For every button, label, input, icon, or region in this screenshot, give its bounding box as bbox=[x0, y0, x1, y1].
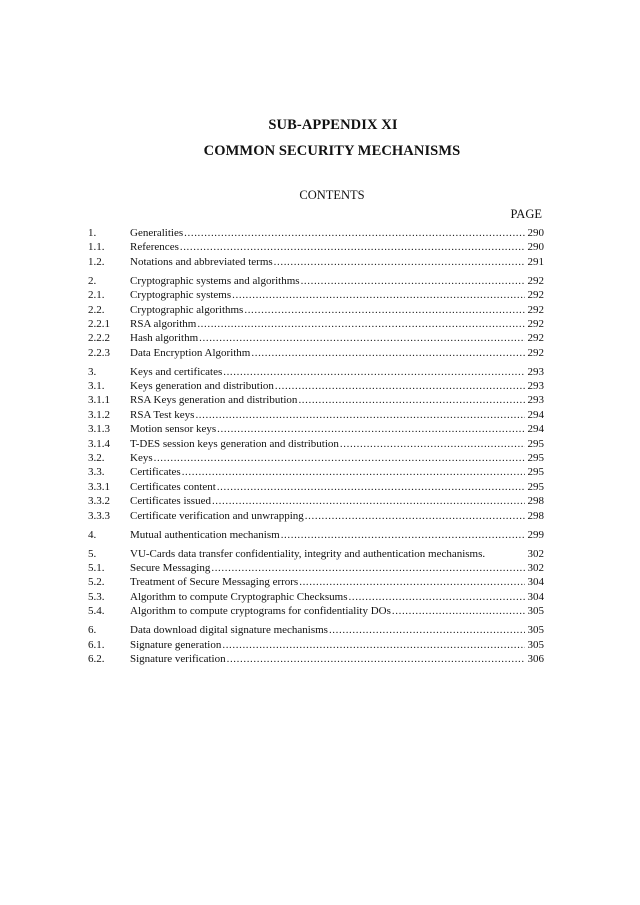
toc-entry-page-number: 292 bbox=[527, 274, 544, 287]
toc-dot-leader bbox=[244, 303, 525, 317]
toc-entry-title: Keys bbox=[130, 452, 153, 465]
toc-entry[interactable] bbox=[88, 240, 544, 254]
toc-entry-title: Certificate verification and unwrapping bbox=[130, 509, 304, 522]
toc-entry-number: 3.3.1 bbox=[88, 480, 110, 493]
toc-dot-leader bbox=[274, 255, 525, 269]
toc-entry-page-number: 292 bbox=[527, 332, 544, 345]
toc-dot-leader bbox=[195, 408, 525, 422]
toc-entry-title: Cryptographic systems bbox=[130, 289, 232, 302]
toc-entry-page-number: 292 bbox=[527, 346, 544, 359]
toc-entry-title: Treatment of Secure Messaging errors bbox=[130, 576, 299, 589]
toc-entry[interactable] bbox=[88, 255, 544, 269]
table-of-contents bbox=[88, 226, 544, 666]
toc-entry[interactable] bbox=[88, 547, 544, 561]
toc-entry[interactable] bbox=[88, 303, 544, 317]
toc-entry[interactable] bbox=[88, 365, 544, 379]
toc-entry[interactable] bbox=[88, 623, 544, 637]
toc-dot-leader bbox=[211, 561, 525, 575]
toc-entry[interactable] bbox=[88, 638, 544, 652]
toc-dot-leader bbox=[251, 346, 525, 360]
toc-entry-number: 3.2. bbox=[88, 452, 105, 465]
toc-dot-leader bbox=[227, 652, 525, 666]
toc-entry-page-number: 298 bbox=[527, 509, 544, 522]
toc-entry-number: 6. bbox=[88, 624, 97, 637]
toc-entry-title: Keys and certificates bbox=[130, 365, 223, 378]
toc-entry-number: 3.1.3 bbox=[88, 423, 110, 436]
toc-entry[interactable] bbox=[88, 604, 544, 618]
toc-entry-page-number: 295 bbox=[527, 452, 544, 465]
toc-entry-title: Algorithm to compute Cryptographic Checksums bbox=[130, 590, 348, 603]
toc-entry-title: Certificates content bbox=[130, 480, 216, 493]
toc-dot-leader bbox=[392, 604, 525, 618]
toc-entry-number: 4. bbox=[88, 528, 97, 541]
toc-entry-title: Certificates bbox=[130, 466, 181, 479]
toc-dot-leader bbox=[197, 317, 525, 331]
toc-entry-title: Signature verification bbox=[130, 652, 226, 665]
toc-entry[interactable] bbox=[88, 379, 544, 393]
toc-entry-title: Cryptographic algorithms bbox=[130, 303, 244, 316]
toc-dot-leader bbox=[329, 623, 525, 637]
toc-entry-number: 5.2. bbox=[88, 576, 105, 589]
toc-entry-title: Keys generation and distribution bbox=[130, 380, 274, 393]
toc-entry-number: 2. bbox=[88, 274, 97, 287]
toc-entry-page-number: 292 bbox=[527, 289, 544, 302]
toc-dot-leader bbox=[217, 480, 525, 494]
toc-entry-number: 1.2. bbox=[88, 255, 105, 268]
toc-entry-page-number: 302 bbox=[527, 547, 544, 560]
toc-entry[interactable] bbox=[88, 226, 544, 240]
toc-entry[interactable] bbox=[88, 422, 544, 436]
toc-entry-title: Notations and abbreviated terms bbox=[130, 255, 273, 268]
toc-entry-number: 3.1.4 bbox=[88, 437, 110, 450]
toc-dot-leader bbox=[305, 509, 525, 523]
toc-entry-title: Hash algorithm bbox=[130, 332, 199, 345]
toc-dot-leader bbox=[182, 465, 525, 479]
toc-entry-page-number: 302 bbox=[527, 561, 544, 574]
toc-entry-page-number: 294 bbox=[527, 408, 544, 421]
toc-dot-leader bbox=[184, 226, 525, 240]
toc-entry-number: 3.1. bbox=[88, 380, 105, 393]
toc-entry[interactable] bbox=[88, 346, 544, 360]
toc-entry-title: Secure Messaging bbox=[130, 561, 211, 574]
toc-entry-title: Generalities bbox=[130, 227, 184, 239]
toc-entry-page-number: 291 bbox=[527, 255, 544, 268]
toc-dot-leader bbox=[212, 494, 525, 508]
toc-entry[interactable] bbox=[88, 317, 544, 331]
toc-entry-number: 3.3.3 bbox=[88, 509, 110, 522]
toc-entry-title: Motion sensor keys bbox=[130, 423, 217, 436]
toc-entry-number: 3.3.2 bbox=[88, 495, 110, 508]
toc-entry-page-number: 295 bbox=[527, 466, 544, 479]
toc-entry-page-number: 290 bbox=[527, 241, 544, 254]
toc-dot-leader bbox=[301, 274, 525, 288]
toc-entry-number: 3.3. bbox=[88, 466, 105, 479]
toc-entry-title: Data download digital signature mechanisms bbox=[130, 624, 328, 637]
toc-entry-title: T-DES session keys generation and distribution bbox=[130, 437, 339, 450]
toc-dot-leader bbox=[281, 528, 525, 542]
toc-entry[interactable] bbox=[88, 494, 544, 508]
toc-entry[interactable] bbox=[88, 274, 544, 288]
toc-dot-leader bbox=[199, 331, 525, 345]
toc-entry-page-number: 304 bbox=[527, 576, 544, 589]
toc-entry[interactable] bbox=[88, 575, 544, 589]
toc-entry-title: RSA Test keys bbox=[130, 408, 195, 421]
toc-entry-page-number: 295 bbox=[527, 437, 544, 450]
toc-entry[interactable] bbox=[88, 480, 544, 494]
toc-entry-title: Mutual authentication mechanism bbox=[130, 528, 280, 541]
toc-entry-page-number: 295 bbox=[527, 480, 544, 493]
appendix-title: SUB-APPENDIX XI bbox=[268, 117, 398, 133]
toc-entry-title: VU-Cards data transfer confidentiality, integrity and authentication mechanisms. bbox=[130, 547, 486, 560]
toc-entry[interactable] bbox=[88, 393, 544, 407]
toc-dot-leader bbox=[222, 638, 525, 652]
toc-entry-number: 1.1. bbox=[88, 241, 105, 254]
toc-entry[interactable] bbox=[88, 465, 544, 479]
toc-dot-leader bbox=[298, 393, 525, 407]
toc-entry-page-number: 298 bbox=[527, 495, 544, 508]
toc-entry-number: 2.1. bbox=[88, 289, 105, 302]
toc-entry-number: 3. bbox=[88, 365, 97, 378]
toc-entry[interactable] bbox=[88, 509, 544, 523]
toc-dot-leader bbox=[299, 575, 525, 589]
toc-dot-leader bbox=[275, 379, 525, 393]
toc-entry[interactable] bbox=[88, 331, 544, 345]
toc-entry-page-number: 290 bbox=[527, 227, 544, 239]
toc-entry-page-number: 305 bbox=[527, 638, 544, 651]
toc-entry-number: 2.2.2 bbox=[88, 332, 110, 345]
toc-entry-page-number: 305 bbox=[527, 605, 544, 618]
toc-dot-leader bbox=[349, 590, 525, 604]
contents-heading: CONTENTS bbox=[299, 188, 365, 202]
toc-dot-leader bbox=[217, 422, 525, 436]
toc-entry-number: 6.2. bbox=[88, 652, 105, 665]
toc-dot-leader bbox=[154, 451, 525, 465]
toc-entry-number: 5.4. bbox=[88, 605, 105, 618]
toc-entry-title: Cryptographic systems and algorithms bbox=[130, 274, 300, 287]
toc-entry-page-number: 293 bbox=[527, 365, 544, 378]
toc-entry[interactable] bbox=[88, 451, 544, 465]
toc-dot-leader bbox=[340, 437, 525, 451]
toc-entry-page-number: 294 bbox=[527, 423, 544, 436]
toc-entry-number: 3.1.1 bbox=[88, 394, 110, 407]
appendix-subtitle: COMMON SECURITY MECHANISMS bbox=[203, 143, 461, 159]
toc-entry-title: RSA Keys generation and distribution bbox=[130, 394, 298, 407]
toc-dot-leader bbox=[223, 365, 525, 379]
toc-entry-page-number: 292 bbox=[527, 303, 544, 316]
toc-entry-page-number: 293 bbox=[527, 380, 544, 393]
toc-dot-leader bbox=[232, 288, 525, 302]
toc-entry-number: 5.1. bbox=[88, 561, 105, 574]
toc-entry-number: 5. bbox=[88, 547, 97, 560]
toc-entry-title: References bbox=[130, 241, 179, 254]
toc-entry-page-number: 304 bbox=[527, 590, 544, 603]
toc-entry-title: RSA algorithm bbox=[130, 317, 197, 330]
toc-entry-title: Signature generation bbox=[130, 638, 222, 651]
toc-entry[interactable] bbox=[88, 528, 544, 542]
toc-entry[interactable] bbox=[88, 561, 544, 575]
toc-entry[interactable] bbox=[88, 408, 544, 422]
toc-entry[interactable] bbox=[88, 437, 544, 451]
toc-entry-number: 1. bbox=[88, 227, 97, 239]
toc-entry-title: Data Encryption Algorithm bbox=[130, 346, 251, 359]
toc-entry-number: 5.3. bbox=[88, 590, 105, 603]
toc-entry-page-number: 299 bbox=[527, 528, 544, 541]
toc-entry-number: 2.2. bbox=[88, 303, 105, 316]
toc-dot-leader bbox=[180, 240, 525, 254]
toc-entry-title: Algorithm to compute cryptograms for confidentiality DOs bbox=[130, 605, 391, 618]
page-column-heading: PAGE bbox=[510, 207, 542, 221]
toc-entry-page-number: 306 bbox=[527, 652, 544, 665]
toc-entry-number: 2.2.1 bbox=[88, 317, 110, 330]
toc-entry-title: Certificates issued bbox=[130, 495, 211, 508]
toc-entry[interactable] bbox=[88, 288, 544, 302]
toc-entry-page-number: 292 bbox=[527, 317, 544, 330]
toc-entry-page-number: 305 bbox=[527, 624, 544, 637]
toc-entry[interactable] bbox=[88, 652, 544, 666]
toc-entry-number: 6.1. bbox=[88, 638, 105, 651]
toc-entry-number: 2.2.3 bbox=[88, 346, 110, 359]
toc-entry-number: 3.1.2 bbox=[88, 408, 110, 421]
toc-entry-page-number: 293 bbox=[527, 394, 544, 407]
toc-entry[interactable] bbox=[88, 590, 544, 604]
